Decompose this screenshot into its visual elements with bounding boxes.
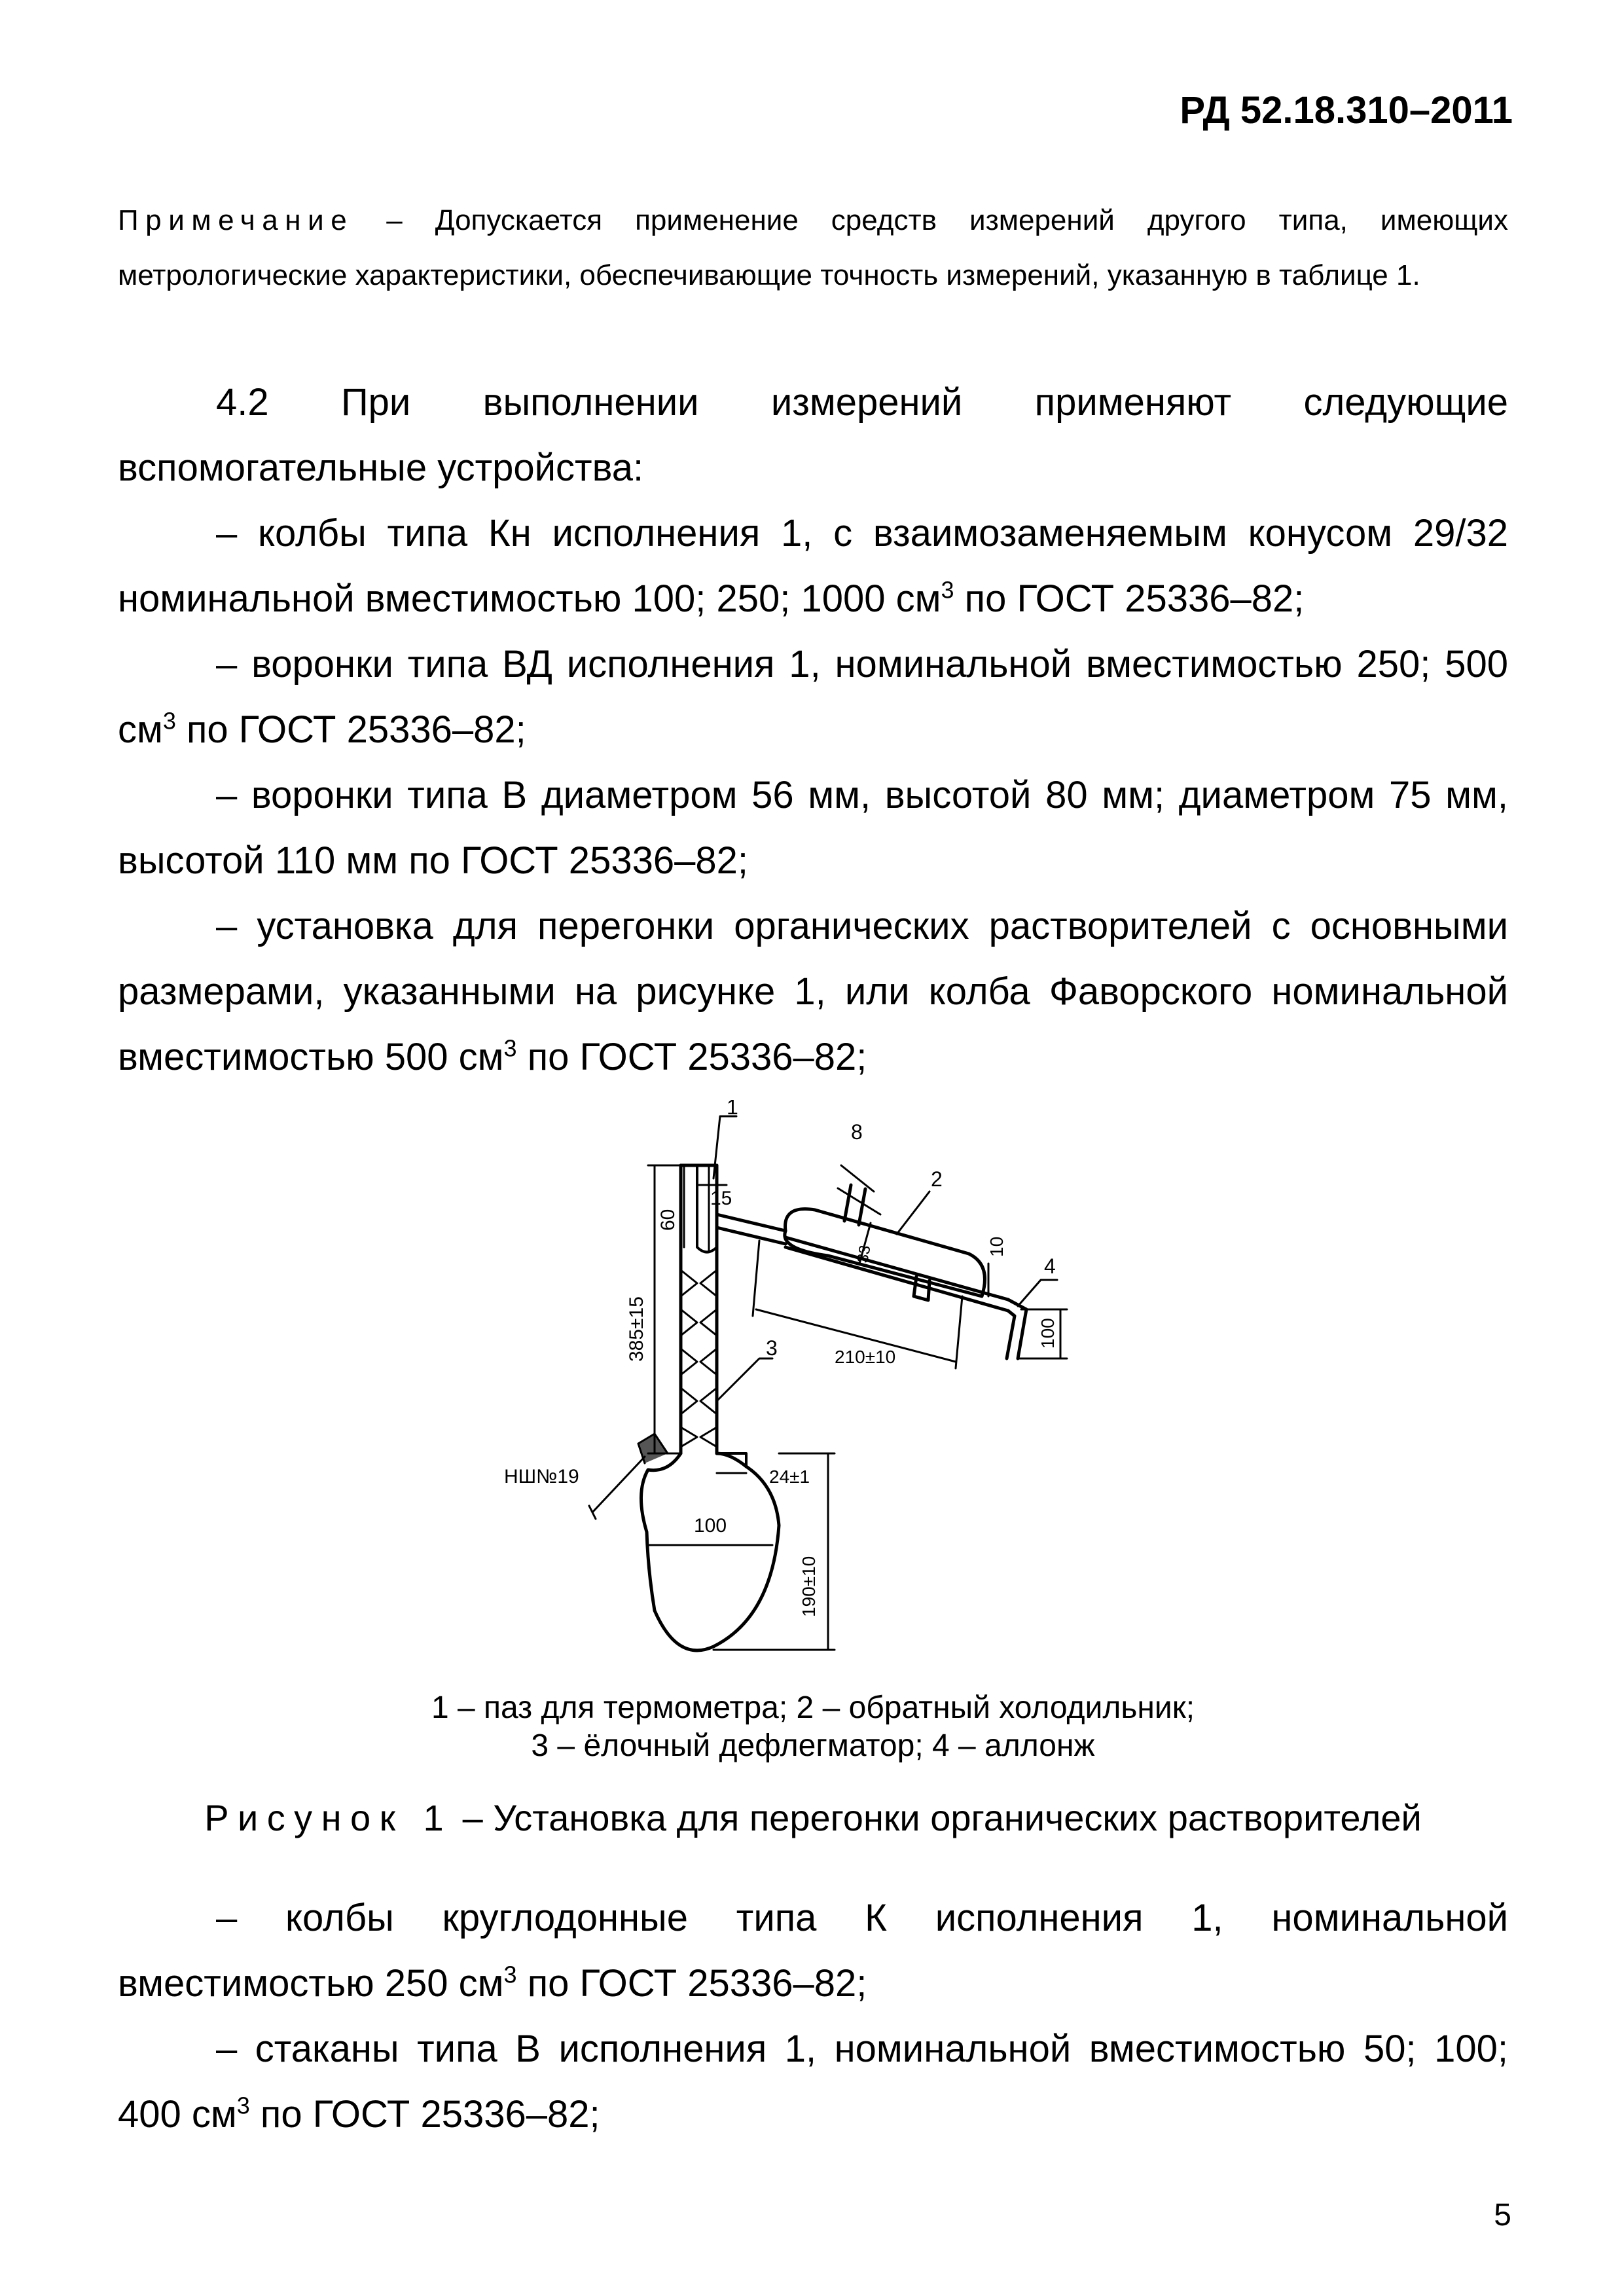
list-item-text-end: по ГОСТ 25336–82;	[516, 1036, 867, 1078]
label-100-flask: 100	[694, 1515, 727, 1537]
label-24: 24±1	[769, 1467, 810, 1487]
distillation-diagram	[0, 1100, 1624, 1689]
note-text: – Допускается применение средств измерений другого типа, имеющих метрологические характеристики, обеспечивающие точность измерений, указанную в таблице 1.	[118, 204, 1508, 291]
list-item	[118, 763, 1508, 894]
label-4: 4	[1044, 1254, 1056, 1278]
label-2: 2	[931, 1167, 943, 1191]
caption-label: Рисунок 1	[204, 1797, 453, 1838]
legend-line: 3 – ёлочный дефлегматор; 4 – аллонж	[531, 1728, 1095, 1763]
leader-3	[717, 1358, 772, 1401]
list-item	[118, 2016, 1508, 2147]
list-item-text: – установка для перегонки органических растворителей с основными размерами, указанными на рисунке 1, или колба Фаворского номинальной вместимостью 500 см	[118, 905, 1508, 1078]
superscript: 3	[503, 1034, 517, 1062]
list-item	[118, 894, 1508, 1090]
list-item-text-end: по ГОСТ 25336–82;	[954, 577, 1305, 620]
label-3: 3	[766, 1336, 778, 1360]
label-100-right: 100	[1038, 1318, 1058, 1349]
list-item-text: – воронки типа В диаметром 56 мм, высотой 80 мм; диаметром 75 мм, высотой 110 мм по ГОСТ 25336–82;	[118, 774, 1508, 882]
list-item	[118, 632, 1508, 763]
label-33: 33	[854, 1244, 875, 1265]
label-210: 210±10	[835, 1347, 896, 1367]
leader-nshn	[589, 1457, 645, 1519]
list-item-text: – стаканы типа В исполнения 1, номинальной вместимостью 50; 100; 400 см	[118, 2028, 1508, 2136]
list-item-text-end: по ГОСТ 25336–82;	[516, 1962, 867, 2005]
figure-legend	[118, 1689, 1508, 1765]
superscript: 3	[941, 576, 954, 604]
figure-distillation-apparatus	[0, 1100, 1624, 1689]
note-label: Примечание	[118, 204, 354, 236]
label-60: 60	[657, 1209, 679, 1231]
superscript: 3	[503, 1961, 517, 1988]
flask-body	[641, 1453, 779, 1650]
list-item	[118, 1886, 1508, 2016]
note-paragraph	[118, 193, 1508, 303]
caption-text: – Установка для перегонки органических растворителей	[462, 1797, 1422, 1838]
figure-caption	[118, 1797, 1508, 1839]
section-intro: 4.2 При выполнении измерений применяют следующие вспомогательные устройства:	[118, 381, 1508, 489]
list-item-text-end: по ГОСТ 25336–82;	[249, 2093, 600, 2136]
label-15: 15	[710, 1188, 732, 1209]
leader-2	[897, 1192, 929, 1234]
label-10: 10	[986, 1236, 1007, 1257]
dim-385	[648, 1165, 681, 1453]
legend-line: 1 – паз для термометра; 2 – обратный холодильник;	[431, 1690, 1195, 1725]
column-spikes	[681, 1270, 717, 1447]
document-code: РД 52.18.310–2011	[1180, 89, 1513, 132]
label-1: 1	[727, 1100, 738, 1119]
label-nshn: НШ№19	[504, 1466, 579, 1487]
label-8: 8	[851, 1120, 863, 1144]
vapor-tube	[717, 1214, 785, 1244]
label-385: 385±15	[626, 1296, 647, 1362]
superscript: 3	[236, 2092, 250, 2119]
list-item-text: – воронки типа ВД исполнения 1, номинальной вместимостью 250; 500 см	[118, 643, 1508, 751]
superscript: 3	[162, 707, 176, 735]
list-item-text: – колбы круглодонные типа К исполнения 1, номинальной вместимостью 250 см	[118, 1897, 1508, 2005]
list-item-text: – колбы типа Кн исполнения 1, с взаимозаменяемым конусом 29/32 номинальной вместимостью 100; 250; 1000 см	[118, 512, 1508, 620]
list-item-text-end: по ГОСТ 25336–82;	[175, 708, 526, 751]
page-number: 5	[1494, 2198, 1511, 2232]
list-item	[118, 501, 1508, 632]
leader-4	[1018, 1280, 1057, 1306]
dim-8	[838, 1165, 880, 1214]
label-190: 190±10	[799, 1556, 819, 1617]
